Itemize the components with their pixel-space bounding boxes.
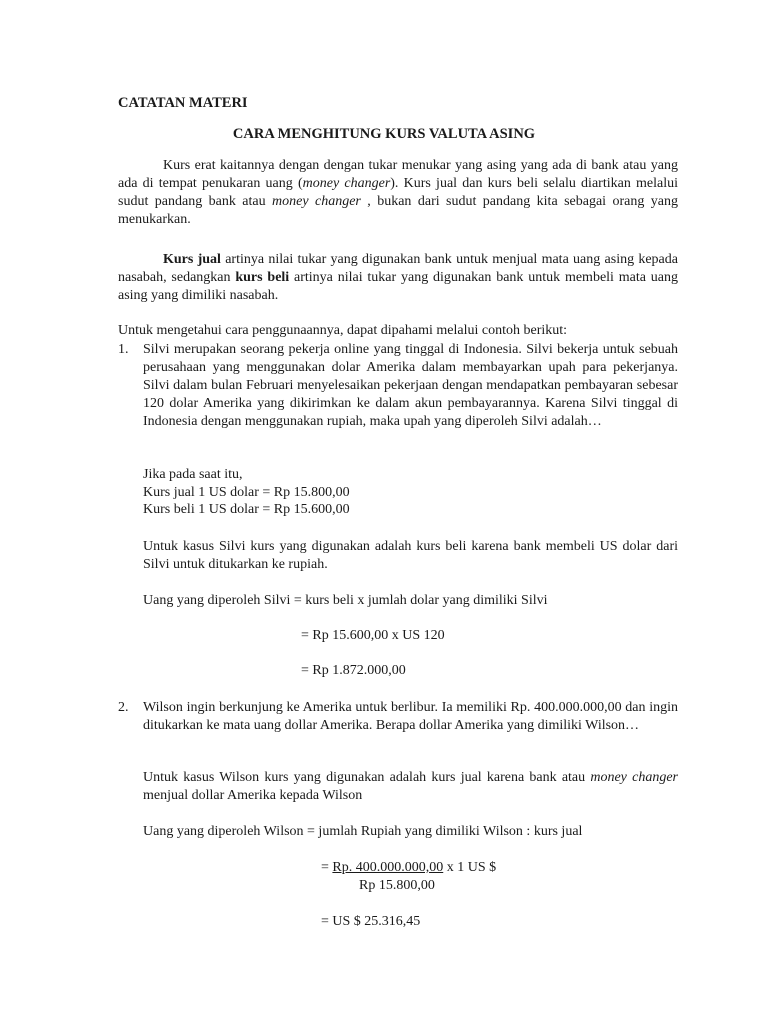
example-1-rate-sell: Kurs jual 1 US dolar = Rp 15.800,00 [143,485,350,500]
example-1-step-1: = Rp 15.600,00 x US 120 [301,628,445,643]
money-changer-term-1: money changer [302,176,391,191]
example-2-formula: Uang yang diperoleh Wilson = jumlah Rupiah yang dimiliki Wilson : kurs jual [143,824,583,839]
money-changer-term-3: money changer [590,770,678,785]
equals-sign: = [321,860,333,875]
times-us-dollar: x 1 US $ [443,860,497,875]
example-2-problem: Wilson ingin berkunjung ke Amerika untuk berlibur. Ia memiliki Rp. 400.000.000,00 dan ingin ditukarkan ke mata uang dollar Amerika. Berapa dollar Amerika yang dimiliki Wilson… [143,700,678,733]
fraction-numerator: Rp. 400.000.000,00 [332,860,444,875]
kurs-beli-term: kurs beli [235,270,290,285]
money-changer-term-2: money changer [272,194,361,209]
examples-lead: Untuk mengetahui cara penggunaannya, dapat dipahami melalui contoh berikut: [118,323,568,338]
intro-text-1: Kurs erat kaitannya dengan dengan tukar menukar yang asing yang ada di bank atau yang ada di tempat penukaran uang ( [118,158,678,191]
example-2-explain-text-1: Untuk kasus Wilson kurs yang digunakan adalah kurs jual karena bank atau [143,770,591,785]
intro-text-5: artinya nilai tukar yang digunakan bank untuk membeli mata uang asing yang dimiliki nasabah. [118,270,679,303]
example-1-number: 1. [118,342,129,357]
example-1-result: = Rp 1.872.000,00 [301,663,406,678]
kurs-jual-term: Kurs jual [163,252,221,267]
example-2-explanation [143,769,678,805]
intro-paragraph-2 [118,251,678,305]
example-1-explanation: Untuk kasus Silvi kurs yang digunakan adalah kurs beli karena bank membeli US dolar dari Silvi untuk ditukarkan ke rupiah. [143,539,678,572]
document-title: CARA MENGHITUNG KURS VALUTA ASING [232,126,536,142]
fraction-denominator: Rp 15.800,00 [359,878,435,893]
intro-text-2: ). Kurs jual dan kurs beli selalu diartikan melalui sudut pandang bank atau [118,176,679,209]
example-2-result: = US $ 25.316,45 [321,914,421,929]
example-1-problem: Silvi merupakan seorang pekerja online yang tinggal di Indonesia. Silvi bekerja untuk sebuah perusahaan yang menggunakan dolar Amerika dalam membayarkan upah para pekerjanya. Silvi dalam bulan Februari menyelesaikan pekerjaan dengan mendapatkan pembayaran sebesar 120 dolar Amerika yang dikirimkan ke dalam akun pembayarannya. Karena Silvi tinggal di Indonesia dengan menggunakan rupiah, maka upah yang diperoleh Silvi adalah… [143,342,678,429]
example-1-rate-buy: Kurs beli 1 US dolar = Rp 15.600,00 [143,502,350,517]
example-2-explain-text-2: menjual dollar Amerika kepada Wilson [143,788,363,803]
intro-text-3: , bukan dari sudut pandang kita sebagai orang yang menukarkan. [118,194,679,227]
section-label: CATATAN MATERI [118,95,248,111]
example-1-rates-intro: Jika pada saat itu, [143,467,243,482]
intro-text-4: artinya nilai tukar yang digunakan bank untuk menjual mata uang asing kepada nasabah, sedangkan [118,252,678,285]
example-2-fraction-line [321,859,496,877]
intro-paragraph-1 [118,157,678,229]
example-1-formula: Uang yang diperoleh Silvi = kurs beli x jumlah dolar yang dimiliki Silvi [143,593,548,608]
example-2-number: 2. [118,700,129,715]
